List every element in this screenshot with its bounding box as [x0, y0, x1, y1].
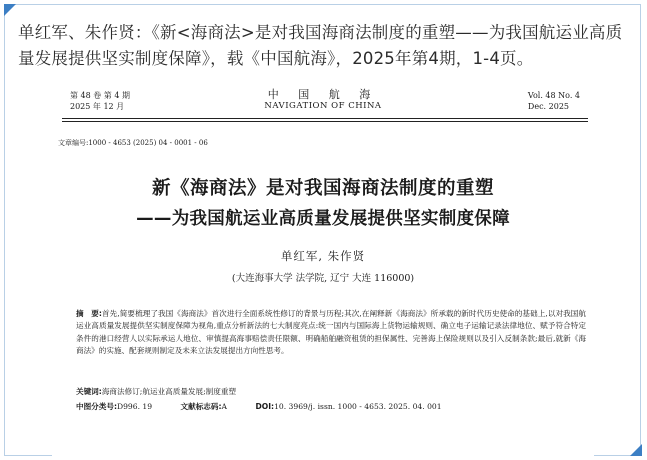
journal-name-cn: 中 国 航 海 — [267, 88, 379, 101]
clc-code — [76, 401, 152, 413]
clc-value: D996. 19 — [117, 402, 153, 411]
abstract-label: 摘 要: — [76, 309, 102, 318]
abstract-text: 首先,简要梳理了我国《海商法》首次进行全面系统性修订的背景与历程;其次,在阐释新《海商法》所承载的新时代历史使命的基础上,以对我国航运业高质量发展提供坚实制度保障为视角,重点分析新法的七大制度亮点:统一国内与国际海上货物运输规则、确立电子运输记录法律地位、赋予符合特定条件的港口经营人以实际承运人地位、审慎提高海事赔偿责任限额、明确船舶融资租赁的担保属性、完善海上保险规则以及引入反制条款;最后,就新《海商法》的实施、配套规则制定及未来立法发展提出方向性思考。 — [76, 309, 586, 356]
date-en: Dec. 2025 — [527, 102, 569, 111]
keywords-text: 海商法修订;航运业高质量发展;制度重塑 — [101, 387, 237, 396]
citation-text: 单红军、朱作贤：《新<海商法>是对我国海商法制度的重塑——为我国航运业高质量发展提供坚实制度保障》，载《中国航海》，2025年第4期，1-4页。 — [18, 23, 623, 68]
volume-issue-cn: 第 48 卷 第 4 期 — [70, 91, 130, 100]
clc-label: 中图分类号: — [76, 402, 118, 411]
header-center — [52, 88, 594, 112]
journal-header — [52, 88, 594, 118]
document-code — [181, 401, 228, 413]
article-number: 文章编号:1000 - 4653 (2025) 04 - 0001 - 06 — [58, 139, 208, 147]
header-right — [528, 90, 580, 112]
affiliation: (大连海事大学 法学院, 辽宁 大连 116000) — [231, 273, 415, 284]
doi-label: DOI: — [255, 402, 275, 411]
article-subtitle: ——为我国航运业高质量发展提供坚实制度保障 — [136, 209, 510, 229]
corner-accent-top-left — [4, 4, 16, 16]
doi-value: 10. 3969/j. issn. 1000 - 4653. 2025. 04. 001 — [274, 402, 442, 411]
doi — [255, 401, 441, 413]
abstract — [76, 308, 586, 358]
journal-name-en: NAVIGATION OF CHINA — [264, 101, 382, 111]
date-cn: 2025 年 12 月 — [70, 102, 125, 111]
classification-line — [76, 401, 586, 413]
authors: 单红军, 朱作贤 — [280, 249, 366, 263]
document-code-label: 文献标志码: — [180, 402, 222, 411]
header-rule-thick — [62, 118, 588, 119]
paper-page — [52, 84, 594, 456]
volume-issue-en: Vol. 48 No. 4 — [527, 91, 580, 100]
keywords-label: 关键词: — [76, 387, 102, 396]
header-rule-thin — [62, 121, 588, 122]
keywords — [76, 386, 586, 398]
article-title: 新《海商法》是对我国海商法制度的重塑 — [151, 178, 494, 199]
document-code-value: A — [221, 402, 228, 411]
corner-accent-bottom-right — [630, 444, 642, 456]
